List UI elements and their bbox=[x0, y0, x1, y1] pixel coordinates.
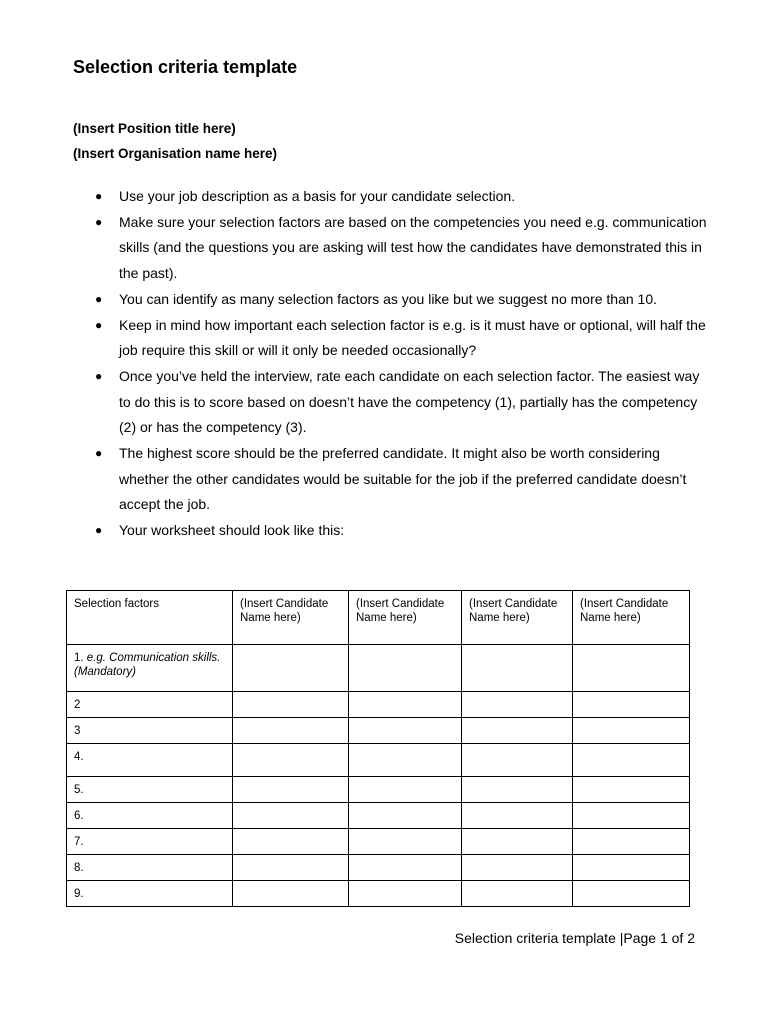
header-candidate-3: (Insert Candidate Name here) bbox=[462, 591, 573, 645]
list-item: ● Once you’ve held the interview, rate each candidate on each selection factor. The easiest way to do this is to score based on doesn’t have the competency (1), partially has the competency (2) or has the competency (3). bbox=[73, 364, 713, 441]
example-factor: e.g. Communication skills. (Mandatory) bbox=[74, 652, 221, 678]
organisation-name-placeholder: (Insert Organisation name here) bbox=[73, 146, 278, 161]
score-cell[interactable] bbox=[462, 829, 573, 855]
instruction-list bbox=[73, 184, 713, 544]
header-selection-factors: Selection factors bbox=[67, 591, 233, 645]
table-row bbox=[67, 803, 690, 829]
list-item: ● Use your job description as a basis for your candidate selection. bbox=[73, 184, 713, 210]
score-cell[interactable] bbox=[349, 777, 462, 803]
bullet-icon: ● bbox=[95, 523, 103, 538]
list-item: ● You can identify as many selection factors as you like but we suggest no more than 10. bbox=[73, 287, 713, 313]
page-title: Selection criteria template bbox=[73, 57, 298, 77]
score-cell[interactable] bbox=[233, 777, 349, 803]
score-cell[interactable] bbox=[233, 744, 349, 777]
page-footer: Selection criteria template |Page 1 of 2 bbox=[454, 930, 695, 946]
score-cell[interactable] bbox=[233, 855, 349, 881]
score-cell[interactable] bbox=[573, 803, 690, 829]
list-item: ● Make sure your selection factors are based on the competencies you need e.g. communication skills (and the questions you are asking will test how the candidates have demonstrated this in the past). bbox=[73, 210, 713, 287]
score-cell[interactable] bbox=[349, 692, 462, 718]
score-cell[interactable] bbox=[573, 744, 690, 777]
bullet-icon: ● bbox=[95, 317, 103, 332]
table-row bbox=[67, 718, 690, 744]
table-row bbox=[67, 881, 690, 907]
score-cell[interactable] bbox=[349, 803, 462, 829]
score-cell[interactable] bbox=[462, 692, 573, 718]
table-row bbox=[67, 777, 690, 803]
score-cell[interactable] bbox=[233, 645, 349, 692]
table-row bbox=[67, 645, 690, 692]
worksheet-table bbox=[66, 590, 690, 907]
score-cell[interactable] bbox=[349, 718, 462, 744]
score-cell[interactable] bbox=[349, 744, 462, 777]
header-candidate-1: (Insert Candidate Name here) bbox=[233, 591, 349, 645]
factor-cell[interactable]: 4. bbox=[67, 744, 233, 777]
factor-cell[interactable]: 9. bbox=[67, 881, 233, 907]
score-cell[interactable] bbox=[573, 692, 690, 718]
score-cell[interactable] bbox=[462, 881, 573, 907]
score-cell[interactable] bbox=[462, 855, 573, 881]
score-cell[interactable] bbox=[233, 718, 349, 744]
bullet-icon: ● bbox=[95, 214, 103, 229]
score-cell[interactable] bbox=[349, 881, 462, 907]
factor-cell[interactable]: 6. bbox=[67, 803, 233, 829]
header-candidate-2: (Insert Candidate Name here) bbox=[349, 591, 462, 645]
score-cell[interactable] bbox=[462, 645, 573, 692]
factor-cell-1[interactable] bbox=[67, 645, 233, 692]
row-number: 1. bbox=[74, 652, 84, 664]
list-item: ● The highest score should be the preferred candidate. It might also be worth considering whether the other candidates would be suitable for the job if the preferred candidate doesn’t accept the job. bbox=[73, 441, 713, 518]
score-cell[interactable] bbox=[233, 692, 349, 718]
table-row bbox=[67, 692, 690, 718]
table-row bbox=[67, 855, 690, 881]
list-item: ● Your worksheet should look like this: bbox=[73, 518, 713, 544]
score-cell[interactable] bbox=[573, 645, 690, 692]
table-row bbox=[67, 744, 690, 777]
factor-cell[interactable]: 8. bbox=[67, 855, 233, 881]
score-cell[interactable] bbox=[233, 829, 349, 855]
score-cell[interactable] bbox=[462, 777, 573, 803]
score-cell[interactable] bbox=[349, 645, 462, 692]
factor-cell[interactable]: 5. bbox=[67, 777, 233, 803]
score-cell[interactable] bbox=[573, 881, 690, 907]
bullet-icon: ● bbox=[95, 446, 103, 461]
score-cell[interactable] bbox=[573, 718, 690, 744]
factor-cell[interactable]: 3 bbox=[67, 718, 233, 744]
factor-cell[interactable]: 7. bbox=[67, 829, 233, 855]
bullet-icon: ● bbox=[95, 189, 103, 203]
score-cell[interactable] bbox=[349, 855, 462, 881]
header-candidate-4: (Insert Candidate Name here) bbox=[573, 591, 690, 645]
position-title-placeholder: (Insert Position title here) bbox=[73, 121, 236, 136]
score-cell[interactable] bbox=[573, 829, 690, 855]
factor-cell[interactable]: 2 bbox=[67, 692, 233, 718]
table-header-row bbox=[67, 591, 690, 645]
bullet-icon: ● bbox=[95, 291, 103, 306]
score-cell[interactable] bbox=[233, 881, 349, 907]
score-cell[interactable] bbox=[462, 803, 573, 829]
score-cell[interactable] bbox=[233, 803, 349, 829]
score-cell[interactable] bbox=[462, 718, 573, 744]
bullet-icon: ● bbox=[95, 368, 103, 383]
score-cell[interactable] bbox=[462, 744, 573, 777]
list-item: ● Keep in mind how important each selection factor is e.g. is it must have or optional, will half the job require this skill or will it only be needed occasionally? bbox=[73, 313, 713, 364]
score-cell[interactable] bbox=[573, 777, 690, 803]
table-row bbox=[67, 829, 690, 855]
score-cell[interactable] bbox=[349, 829, 462, 855]
score-cell[interactable] bbox=[573, 855, 690, 881]
